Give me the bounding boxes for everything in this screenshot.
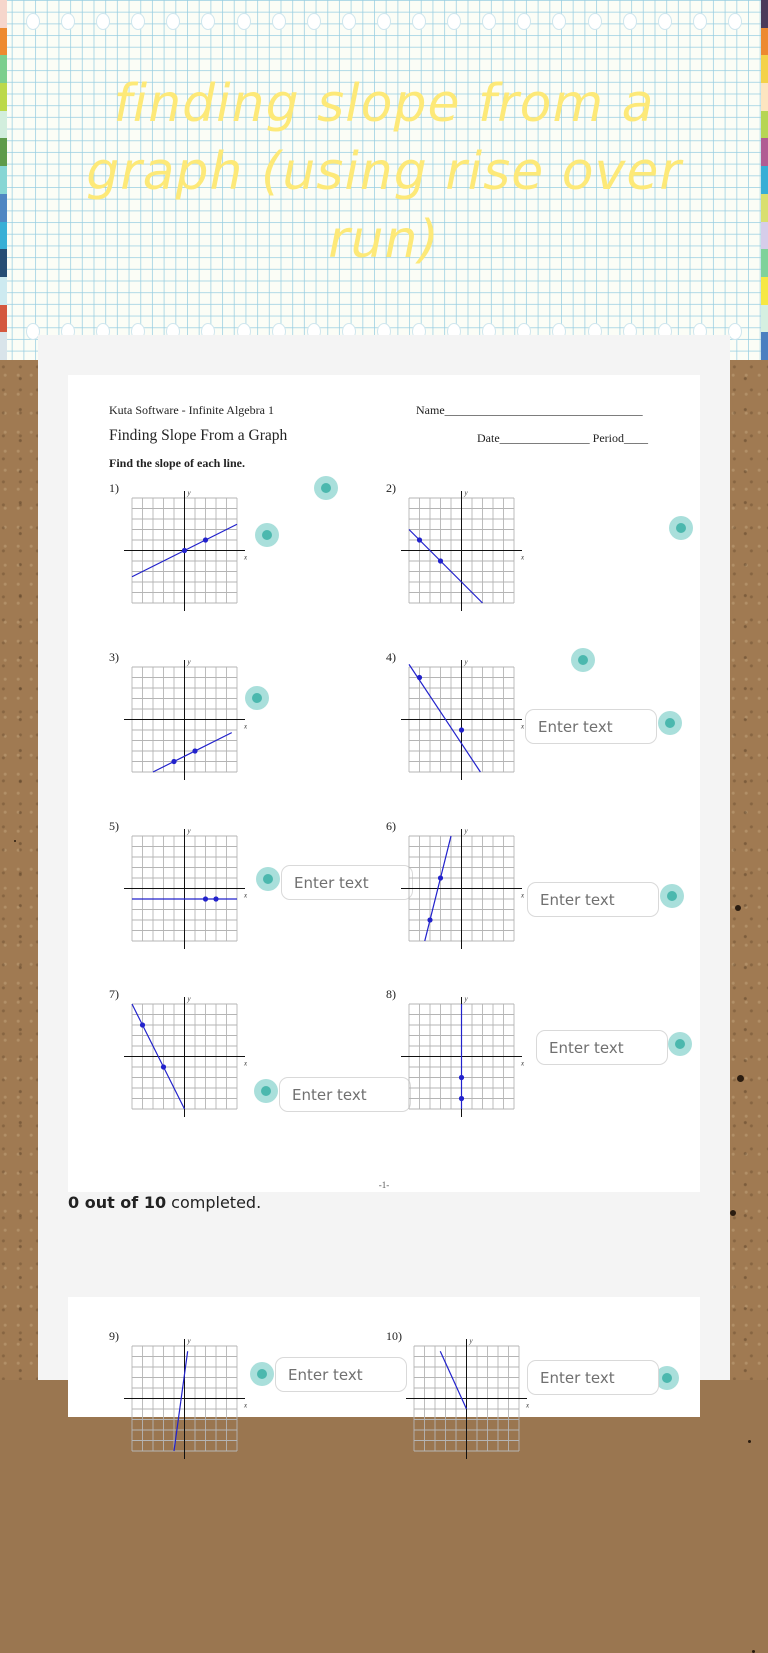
y-axis-label: y (187, 658, 191, 666)
answer-hotspot[interactable] (256, 867, 280, 891)
problem-number: 10) (386, 1329, 402, 1343)
problem-graph (121, 1336, 251, 1461)
slope-line (192, 733, 231, 753)
name-field-label: Name_________________________________ (416, 403, 643, 417)
y-axis-label: y (464, 995, 468, 1003)
binder-hole (61, 13, 75, 30)
binder-hole (307, 13, 321, 30)
graph-point (459, 1075, 464, 1080)
graph-point (192, 748, 197, 753)
problem-graph (121, 657, 251, 782)
worksheet-panel (38, 335, 730, 1410)
color-strip-segment (761, 222, 768, 250)
problem-graph (121, 994, 251, 1119)
right-color-strip (761, 0, 768, 360)
worksheet-title: Finding Slope From a Graph (109, 427, 288, 444)
problem-number: 2) (386, 481, 396, 495)
y-axis-label: y (464, 489, 468, 497)
x-axis-label: x (244, 553, 248, 562)
problem-number: 3) (109, 650, 119, 664)
binder-hole (342, 13, 356, 30)
instructions: Find the slope of each line. (109, 456, 246, 470)
coordinate-graph (398, 657, 528, 782)
graph-point (203, 896, 208, 901)
answer-input[interactable] (281, 865, 413, 900)
cork-spot (14, 840, 16, 842)
graph-point (417, 537, 422, 542)
problem-graph (398, 826, 528, 951)
answer-input[interactable] (525, 709, 657, 744)
slope-line (158, 1057, 184, 1110)
color-strip-segment (761, 277, 768, 305)
answer-hotspot[interactable] (250, 1362, 274, 1386)
coordinate-graph (121, 488, 251, 613)
binder-hole (201, 13, 215, 30)
color-strip-segment (761, 194, 768, 222)
y-axis-label: y (464, 827, 468, 835)
answer-hotspot[interactable] (254, 1079, 278, 1103)
completed-count: 0 out of 10 (68, 1193, 167, 1212)
y-axis-label: y (469, 1337, 473, 1345)
slope-line (453, 1380, 466, 1409)
cork-spot (748, 1440, 751, 1443)
problem-graph (403, 1336, 533, 1461)
color-strip-segment (0, 28, 7, 56)
graph-point (438, 875, 443, 880)
color-strip-segment (0, 194, 7, 222)
color-strip-segment (0, 277, 7, 305)
color-strip-segment (761, 166, 768, 194)
color-strip-segment (761, 305, 768, 333)
binder-hole (517, 13, 531, 30)
color-strip-segment (761, 83, 768, 111)
graph-point (459, 1096, 464, 1101)
color-strip-segment (0, 111, 7, 139)
color-strip-segment (761, 138, 768, 166)
answer-hotspot[interactable] (668, 1032, 692, 1056)
left-color-strip (0, 0, 7, 360)
answer-hotspot[interactable] (255, 523, 279, 547)
binder-hole (728, 13, 742, 30)
x-axis-label: x (244, 1059, 248, 1068)
coordinate-graph (121, 994, 251, 1119)
color-strip-segment (761, 332, 768, 360)
color-strip-segment (761, 28, 768, 56)
binder-hole (26, 13, 40, 30)
graph-point (171, 759, 176, 764)
answer-input[interactable] (275, 1357, 407, 1392)
slope-line (409, 664, 445, 718)
slope-line (132, 551, 185, 577)
answer-hotspot[interactable] (245, 686, 269, 710)
worksheet-page-1 (68, 375, 700, 1192)
x-axis-label: x (244, 1401, 248, 1410)
completion-status (68, 1193, 261, 1212)
cork-spot (737, 1075, 744, 1082)
answer-hotspot[interactable] (571, 648, 595, 672)
slope-line (438, 836, 451, 889)
slope-line (440, 1351, 453, 1380)
problem-number: 8) (386, 987, 396, 1001)
color-strip-segment (0, 83, 7, 111)
x-axis-label: x (521, 722, 525, 731)
binder-holes-top (20, 13, 748, 31)
answer-hotspot[interactable] (660, 884, 684, 908)
y-axis-label: y (464, 658, 468, 666)
binder-hole (166, 13, 180, 30)
coordinate-graph (398, 826, 528, 951)
cork-spot (735, 905, 741, 911)
slope-line (185, 524, 238, 550)
problem-graph (121, 826, 251, 951)
binder-hole (377, 13, 391, 30)
coordinate-graph (121, 1336, 251, 1461)
publisher-label: Kuta Software - Infinite Algebra 1 (109, 403, 274, 417)
color-strip-segment (761, 111, 768, 139)
answer-input[interactable] (279, 1077, 411, 1112)
color-strip-segment (761, 55, 768, 83)
answer-input[interactable] (536, 1030, 668, 1065)
graph-point (427, 917, 432, 922)
y-axis-label: y (187, 1337, 191, 1345)
color-strip-segment (761, 249, 768, 277)
color-strip-segment (0, 222, 7, 250)
problem-graph (121, 488, 251, 613)
color-strip-segment (0, 55, 7, 83)
problem-number: 6) (386, 819, 396, 833)
worksheet-page-2 (68, 1297, 700, 1417)
y-axis-label: y (187, 827, 191, 835)
completed-suffix: completed. (166, 1193, 262, 1212)
graph-point (140, 1022, 145, 1027)
coordinate-graph (398, 488, 528, 613)
x-axis-label: x (244, 891, 248, 900)
answer-hotspot[interactable] (669, 516, 693, 540)
binder-hole (623, 13, 637, 30)
y-axis-label: y (187, 995, 191, 1003)
graph-point (438, 558, 443, 563)
page-number: -1- (378, 1180, 390, 1190)
problem-graph (398, 488, 528, 613)
binder-hole (272, 13, 286, 30)
y-axis-label: y (187, 489, 191, 497)
coordinate-graph (121, 657, 251, 782)
binder-hole (658, 13, 672, 30)
x-axis-label: x (521, 1059, 525, 1068)
problem-number: 9) (109, 1329, 119, 1343)
problem-number: 5) (109, 819, 119, 833)
graph-point (203, 537, 208, 542)
graph-point (417, 675, 422, 680)
binder-hole (412, 13, 426, 30)
problem-graph (398, 657, 528, 782)
problem-number: 7) (109, 987, 119, 1001)
slope-line (445, 718, 481, 772)
graph-point (459, 727, 464, 732)
binder-hole (237, 13, 251, 30)
x-axis-label: x (244, 722, 248, 731)
binder-hole (447, 13, 461, 30)
slope-line (425, 889, 438, 942)
problem-number: 1) (109, 481, 119, 495)
answer-input[interactable] (527, 1360, 659, 1395)
color-strip-segment (0, 138, 7, 166)
date-period-label: Date_______________ Period____ (477, 431, 648, 445)
binder-hole (482, 13, 496, 30)
slope-line (132, 1004, 158, 1057)
binder-hole (96, 13, 110, 30)
answer-hotspot[interactable] (658, 711, 682, 735)
coordinate-graph (121, 826, 251, 951)
header-banner (0, 0, 768, 360)
page-title: finding slope from a graph (using rise over run) (86, 74, 682, 270)
x-axis-label: x (526, 1401, 530, 1410)
binder-hole (131, 13, 145, 30)
x-axis-label: x (521, 891, 525, 900)
answer-input[interactable] (527, 882, 659, 917)
graph-point (161, 1064, 166, 1069)
graph-point (182, 548, 187, 553)
answer-hotspot[interactable] (314, 476, 338, 500)
x-axis-label: x (521, 553, 525, 562)
color-strip-segment (0, 0, 7, 28)
problem-graph (398, 994, 528, 1119)
color-strip-segment (0, 305, 7, 333)
binder-hole (693, 13, 707, 30)
binder-hole (588, 13, 602, 30)
coordinate-graph (403, 1336, 533, 1461)
color-strip-segment (0, 249, 7, 277)
binder-hole (552, 13, 566, 30)
color-strip-segment (0, 166, 7, 194)
color-strip-segment (0, 332, 7, 360)
color-strip-segment (761, 0, 768, 28)
graph-point (213, 896, 218, 901)
cork-spot (730, 1210, 736, 1216)
coordinate-graph (398, 994, 528, 1119)
problem-number: 4) (386, 650, 396, 664)
